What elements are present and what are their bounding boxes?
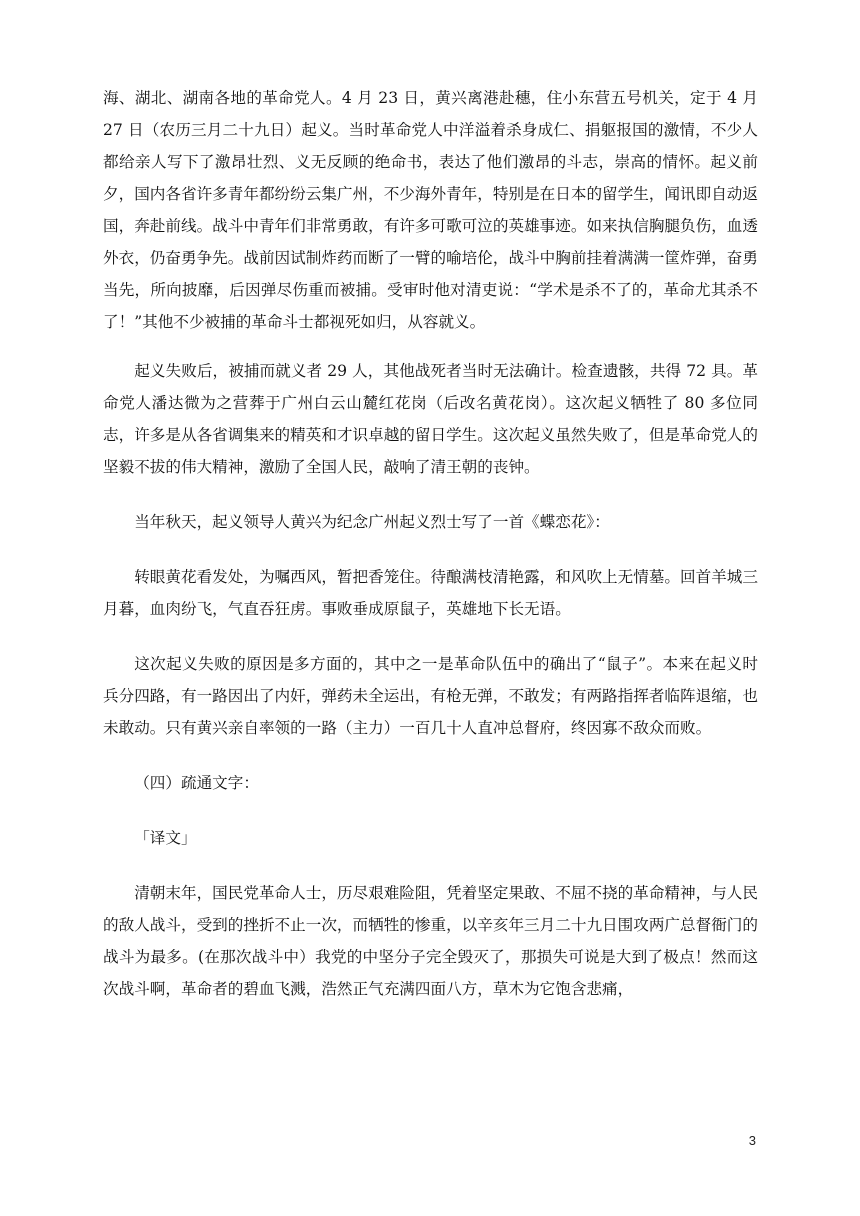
paragraph-translation: 清朝末年，国民党革命人士，历尽艰难险阻，凭着坚定果敢、不屈不挠的革命精神，与人民的敌人战斗，受到的挫折不止一次，而牺牲的惨重，以辛亥年三月二十九日围攻两广总督衙门的战斗为最多。(在那次战斗中）我党的中坚分子完全毁灭了，那损失可说是大到了极点！然而这次战斗啊，革命者的碧血飞溅，浩然正气充满四面八方，草木为它饱含悲痛， (103, 884, 758, 998)
document-body (103, 82, 758, 1005)
paragraph-poem-text: 转眼黄花看发处，为嘱西风，暂把香笼住。待酿满枝清艳露，和风吹上无情墓。回首羊城三月暮，血肉纷飞，气直吞狂虏。事败垂成原鼠子，英雄地下长无语。 (103, 568, 758, 618)
page-number: 3 (748, 1133, 756, 1148)
paragraph-failure-reasons: 这次起义失败的原因是多方面的，其中之一是革命队伍中的确出了“鼠子”。本来在起义时兵分四路，有一路因出了内奸，弹药未全运出，有枪无弹，不敢发；有两路指挥者临阵退缩，也未敢动。只有黄兴亲自率领的一路（主力）一百几十人直冲总督府，终因寡不敌众而败。 (103, 655, 758, 737)
paragraph-uprising-aftermath: 起义失败后，被捕而就义者 29 人，其他战死者当时无法确计。检查遗骸，共得 72 具。革命党人潘达微为之营葬于广州白云山麓红花岗（后改名黄花岗）。这次起义牺牲了 80 多位同志，许多是从各省调集来的精英和才识卓越的留日学生。这次起义虽然失败了，但是革命党人的坚毅不拔的伟大精神，激励了全国人民，敲响了清王朝的丧钟。 (103, 362, 758, 476)
section-heading-translation: 「译文」 (134, 829, 197, 847)
section-heading-clarify-text: （四）疏通文字： (134, 774, 259, 792)
paragraph-uprising-story: 海、湖北、湖南各地的革命党人。4 月 23 日，黄兴离港赴穗，住小东营五号机关，定于 4 月 27 日（农历三月二十九日）起义。当时革命党人中洋溢着杀身成仁、捐躯报国的激情，不少人都给亲人写下了激昂壮烈、义无反顾的绝命书，表达了他们激昂的斗志，崇高的情怀。起义前夕，国内各省许多青年都纷纷云集广州，不少海外青年，特别是在日本的留学生，闻讯即自动返国，奔赴前线。战斗中青年们非常勇敢，有许多可歌可泣的英雄事迹。如来执信胸腿负伤，血透外衣，仍奋勇争先。战前因试制炸药而断了一臂的喻培伦，战斗中胸前挂着满满一筐炸弹，奋勇当先，所向披靡，后因弹尽伤重而被捕。受审时他对清吏说：“学术是杀不了的，革命尤其杀不了！”其他不少被捕的革命斗士都视死如归，从容就义。 (103, 89, 758, 331)
paragraph-poem-intro: 当年秋天，起义领导人黄兴为纪念广州起义烈士写了一首《蝶恋花》： (134, 513, 610, 531)
